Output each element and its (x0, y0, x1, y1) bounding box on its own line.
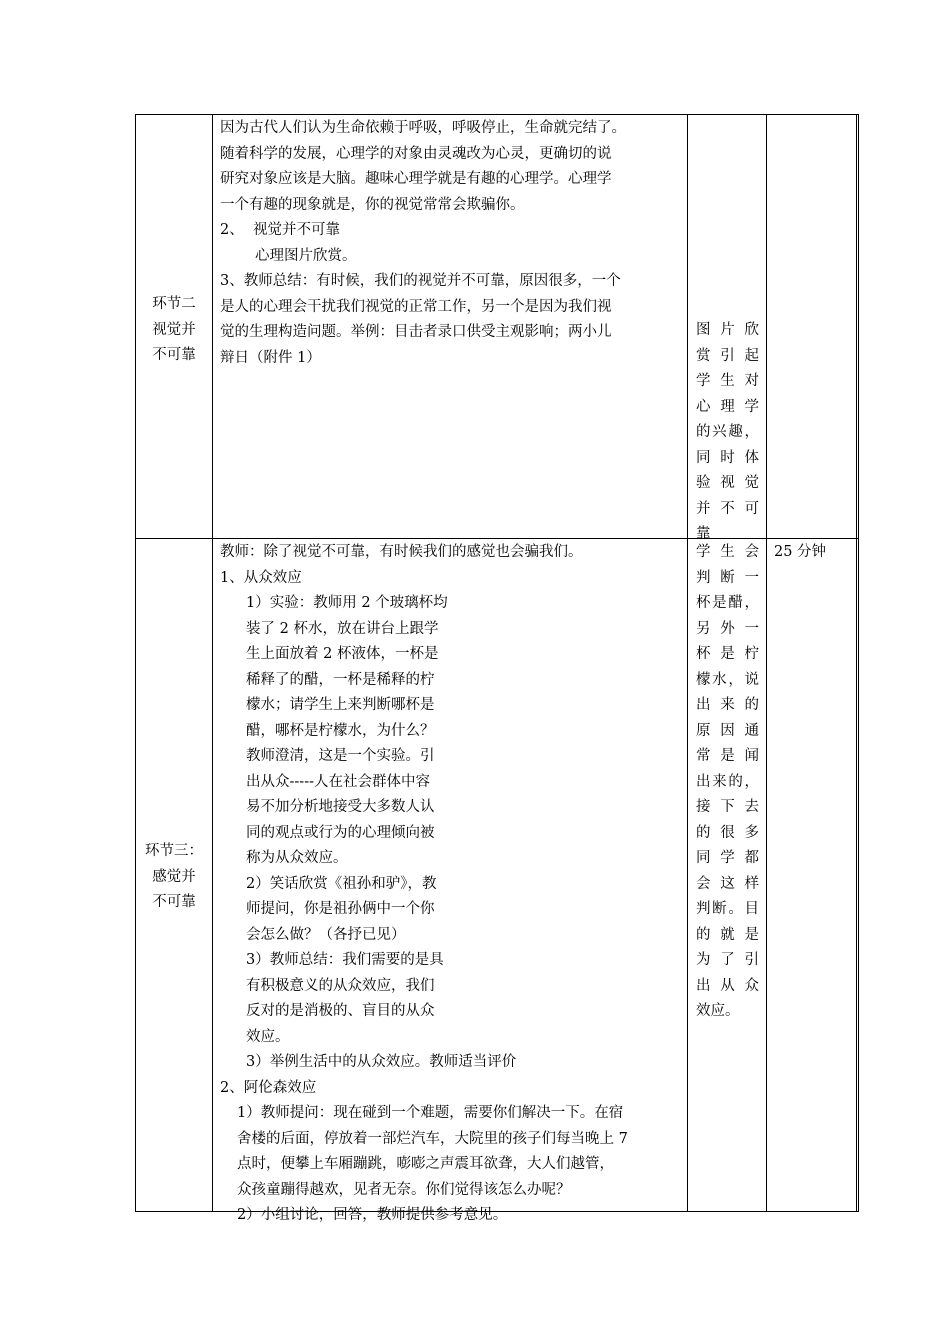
purpose-line: 出来的， (696, 773, 759, 790)
content-line: 众孩童蹦得越欢，见者无奈。你们觉得该怎么办呢？ (237, 1181, 571, 1198)
purpose-line: 接下去 (696, 799, 759, 815)
content-line: 2）笑话欣赏《祖孙和驴》，教 (246, 875, 437, 892)
content-line: 生上面放着 2 杯液体，一杯是 (246, 646, 439, 662)
content-line: 3）教师总结：我们需要的是具 (246, 952, 444, 968)
purpose-line: 的就是 (696, 926, 759, 943)
content-line: 3）举例生活中的从众效应。教师适当评价 (246, 1054, 517, 1070)
content-line: 1）实验：教师用 2 个玻璃杯均 (246, 595, 448, 611)
content-line: 因为古代人们认为生命依赖于呼吸，呼吸停止，生命就完结了。 (220, 120, 626, 136)
content-line: 同的观点或行为的心理倾向被 (246, 824, 435, 841)
section-label-line: 环节二 (152, 296, 196, 312)
content-line: 觉的生理构造问题。举例：目击者录口供受主观影响；两小儿 (220, 324, 612, 340)
content-line: 效应。 (246, 1028, 290, 1045)
table-border-top (135, 114, 859, 115)
content-line: 教师澄清，这是一个实验。引 (246, 748, 435, 764)
purpose-line: 会这样 (696, 875, 759, 892)
purpose-line: 心理学 (696, 398, 759, 415)
purpose-line: 同学都 (696, 850, 759, 866)
content-line: 稀释了的醋，一杯是稀释的柠 (246, 671, 435, 688)
content-line: 会怎么做？（各抒已见） (246, 926, 406, 943)
purpose-line: 杯是醋， (696, 595, 759, 611)
content-line: 心理图片欣赏。 (255, 247, 357, 264)
purpose-line: 的兴趣， (696, 424, 759, 440)
purpose-line: 效应。 (696, 1003, 740, 1019)
purpose-line: 檬水，说 (696, 671, 759, 688)
table-border-right-double (858, 114, 859, 1212)
content-line: 是人的心理会干扰我们视觉的正常工作，另一个是因为我们视 (220, 298, 612, 315)
content-cell-row1 (220, 116, 682, 371)
section-label-line: 视觉并 (152, 321, 196, 338)
purpose-line: 学生对 (696, 373, 759, 389)
purpose-line: 为了引 (696, 952, 759, 968)
content-line: 师提问，你是祖孙俩中一个你 (246, 901, 435, 917)
content-line: 出从众-----人在社会群体中容 (246, 773, 430, 790)
column-divider-2 (687, 114, 688, 1212)
content-line: 醋，哪杯是柠檬水，为什么？ (246, 722, 435, 739)
purpose-line: 判断一 (696, 569, 759, 586)
content-line: 称为从众效应。 (246, 850, 348, 866)
purpose-line: 的很多 (696, 824, 759, 841)
content-line: 2、阿伦森效应 (220, 1079, 317, 1096)
lesson-plan-table (135, 114, 859, 1223)
content-line: 舍楼的后面，停放着一部烂汽车，大院里的孩子们每当晚上 7 (237, 1130, 628, 1147)
purpose-line: 另外一 (696, 620, 759, 637)
section-label-line: 不可靠 (152, 347, 196, 363)
purpose-line: 验视觉 (696, 475, 759, 491)
section-label-row2 (136, 839, 212, 916)
purpose-line: 学生会 (696, 544, 759, 560)
purpose-cell-row2 (696, 540, 759, 1025)
content-line: 檬水；请学生上来判断哪杯是 (246, 697, 435, 713)
duration-text: 25 分钟 (774, 544, 827, 560)
purpose-line: 杯是柠 (696, 646, 759, 662)
content-line: 3、教师总结：有时候，我们的视觉并不可靠，原因很多，一个 (220, 273, 621, 289)
purpose-line: 判断。目 (696, 901, 759, 917)
content-line: 点时，便攀上车厢蹦跳，嘭嘭之声震耳欲聋，大人们越管， (237, 1156, 614, 1172)
content-line: 易不加分析地接受大多数人认 (246, 799, 435, 815)
purpose-line: 原因通 (696, 722, 759, 739)
purpose-line: 图片欣 (696, 322, 759, 338)
content-line: 2）小组讨论，回答，教师提供参考意见。 (237, 1207, 508, 1223)
section-label-row1 (136, 292, 212, 369)
content-line: 反对的是消极的、盲目的从众 (246, 1003, 435, 1019)
purpose-line: 同时体 (696, 449, 759, 466)
time-cell-row2 (774, 540, 854, 566)
content-line: 2、 视觉并不可靠 (220, 222, 340, 238)
column-divider-1 (212, 114, 213, 1212)
purpose-line: 常是闻 (696, 748, 759, 764)
content-line: 1、从众效应 (220, 569, 302, 586)
section-label-line: 不可靠 (152, 894, 196, 910)
purpose-line: 赏引起 (696, 347, 759, 364)
purpose-line: 并不可 (696, 500, 759, 517)
content-line: 教师：除了视觉不可靠，有时候我们的感觉也会骗我们。 (220, 544, 583, 560)
content-line: 随着科学的发展，心理学的对象由灵魂改为心灵，更确切的说 (220, 145, 612, 162)
section-label-line: 感觉并 (152, 868, 196, 885)
section-label-line: 环节三： (145, 843, 203, 859)
content-line: 1）教师提问：现在碰到一个难题，需要你们解决一下。在宿 (237, 1105, 624, 1121)
content-cell-row2 (220, 540, 682, 1229)
purpose-line: 出来的 (696, 697, 759, 713)
table-border-left (135, 114, 136, 1212)
purpose-cell-row1 (696, 318, 759, 548)
content-line: 一个有趣的现象就是，你的视觉常常会欺骗你。 (220, 196, 525, 213)
content-line: 有积极意义的从众效应，我们 (246, 977, 435, 994)
content-line: 研究对象应该是大脑。趣味心理学就是有趣的心理学。心理学 (220, 171, 612, 187)
content-line: 装了 2 杯水，放在讲台上跟学 (246, 620, 439, 637)
column-divider-3 (766, 114, 767, 1212)
table-border-right (856, 114, 857, 1212)
purpose-line: 出从众 (696, 977, 759, 994)
purpose-line: 靠 (696, 526, 711, 542)
content-line: 辩日（附件 1） (220, 349, 321, 366)
